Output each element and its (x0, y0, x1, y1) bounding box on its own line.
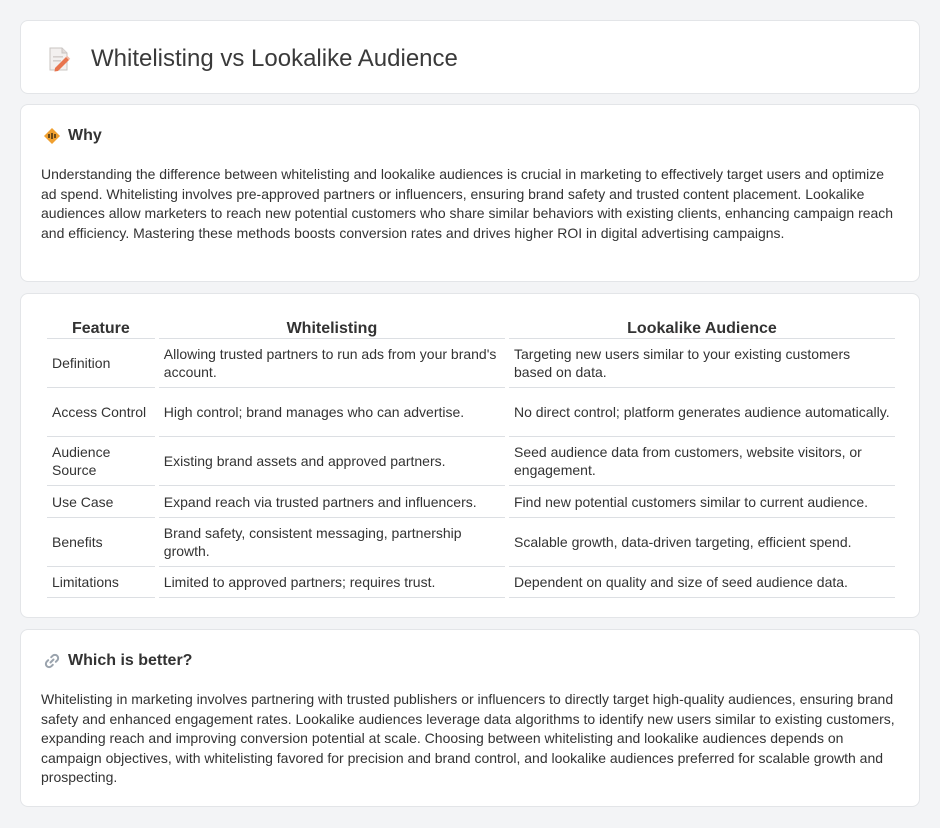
link-icon (43, 652, 61, 670)
better-heading: Which is better? (68, 652, 193, 669)
title-row (47, 45, 458, 73)
table-row (47, 387, 895, 436)
lookalike-cell: Dependent on quality and size of seed audience data. (509, 566, 895, 598)
lookalike-cell: Find new potential customers similar to current audience. (509, 485, 895, 517)
warning-diamond-icon (43, 127, 61, 145)
table-row (47, 338, 895, 387)
lookalike-cell: Seed audience data from customers, website visitors, or engagement. (509, 436, 895, 485)
comparison-card (20, 293, 920, 618)
lookalike-cell: Scalable growth, data-driven targeting, efficient spend. (509, 517, 895, 566)
better-paragraph: Whitelisting in marketing involves partnering with trusted publishers or influencers to directly target high-quality audiences, ensuring brand safety and enhanced engagement rates. Lookalike audiences leverage data algorithms to identify new users similar to existing customers, expanding reach and improving conversion potential at scale. Choosing between whitelisting and lookalike audiences depends on campaign objectives, with whitelisting favored for precision and brand control, and lookalike audiences preferred for scalable growth and prospecting. (41, 691, 895, 785)
title-card (20, 20, 920, 94)
feature-cell: Access Control (47, 387, 155, 436)
table-row (47, 517, 895, 566)
why-heading-row (43, 127, 102, 145)
better-heading-row (43, 652, 192, 670)
document-pencil-icon (47, 46, 71, 72)
whitelisting-cell: Allowing trusted partners to run ads from your brand's account. (159, 338, 505, 387)
comparison-table (43, 316, 899, 598)
whitelisting-cell: High control; brand manages who can advertise. (159, 387, 505, 436)
whitelisting-cell: Expand reach via trusted partners and influencers. (159, 485, 505, 517)
whitelisting-cell: Existing brand assets and approved partners. (159, 436, 505, 485)
whitelisting-cell: Brand safety, consistent messaging, partnership growth. (159, 517, 505, 566)
why-paragraph: Understanding the difference between whitelisting and lookalike audiences is crucial in marketing to effectively target users and optimize ad spend. Whitelisting involves pre-approved partners or influencers, ensuring brand safety and trusted content placement. Lookalike audiences allow marketers to reach new potential customers who share similar behaviors with existing clients, enhancing campaign reach and efficiency. Mastering these methods boosts conversion rates and drives higher ROI in digital advertising campaigns. (41, 166, 894, 241)
feature-cell: Benefits (47, 517, 155, 566)
why-heading: Why (68, 127, 102, 144)
table-row (47, 485, 895, 517)
lookalike-cell: Targeting new users similar to your existing customers based on data. (509, 338, 895, 387)
feature-cell: Use Case (47, 485, 155, 517)
feature-cell: Definition (47, 338, 155, 387)
lookalike-cell: No direct control; platform generates audience automatically. (509, 387, 895, 436)
page-title: Whitelisting vs Lookalike Audience (91, 45, 458, 72)
why-card (20, 104, 920, 282)
table-row (47, 566, 895, 598)
table-header-row (47, 316, 895, 338)
column-header-whitelisting: Whitelisting (286, 320, 378, 337)
feature-cell: Audience Source (47, 436, 155, 485)
table-row (47, 436, 895, 485)
column-header-feature: Feature (71, 320, 130, 337)
column-header-lookalike: Lookalike Audience (627, 320, 777, 337)
which-better-card (20, 629, 920, 807)
feature-cell: Limitations (47, 566, 155, 598)
whitelisting-cell: Limited to approved partners; requires trust. (159, 566, 505, 598)
